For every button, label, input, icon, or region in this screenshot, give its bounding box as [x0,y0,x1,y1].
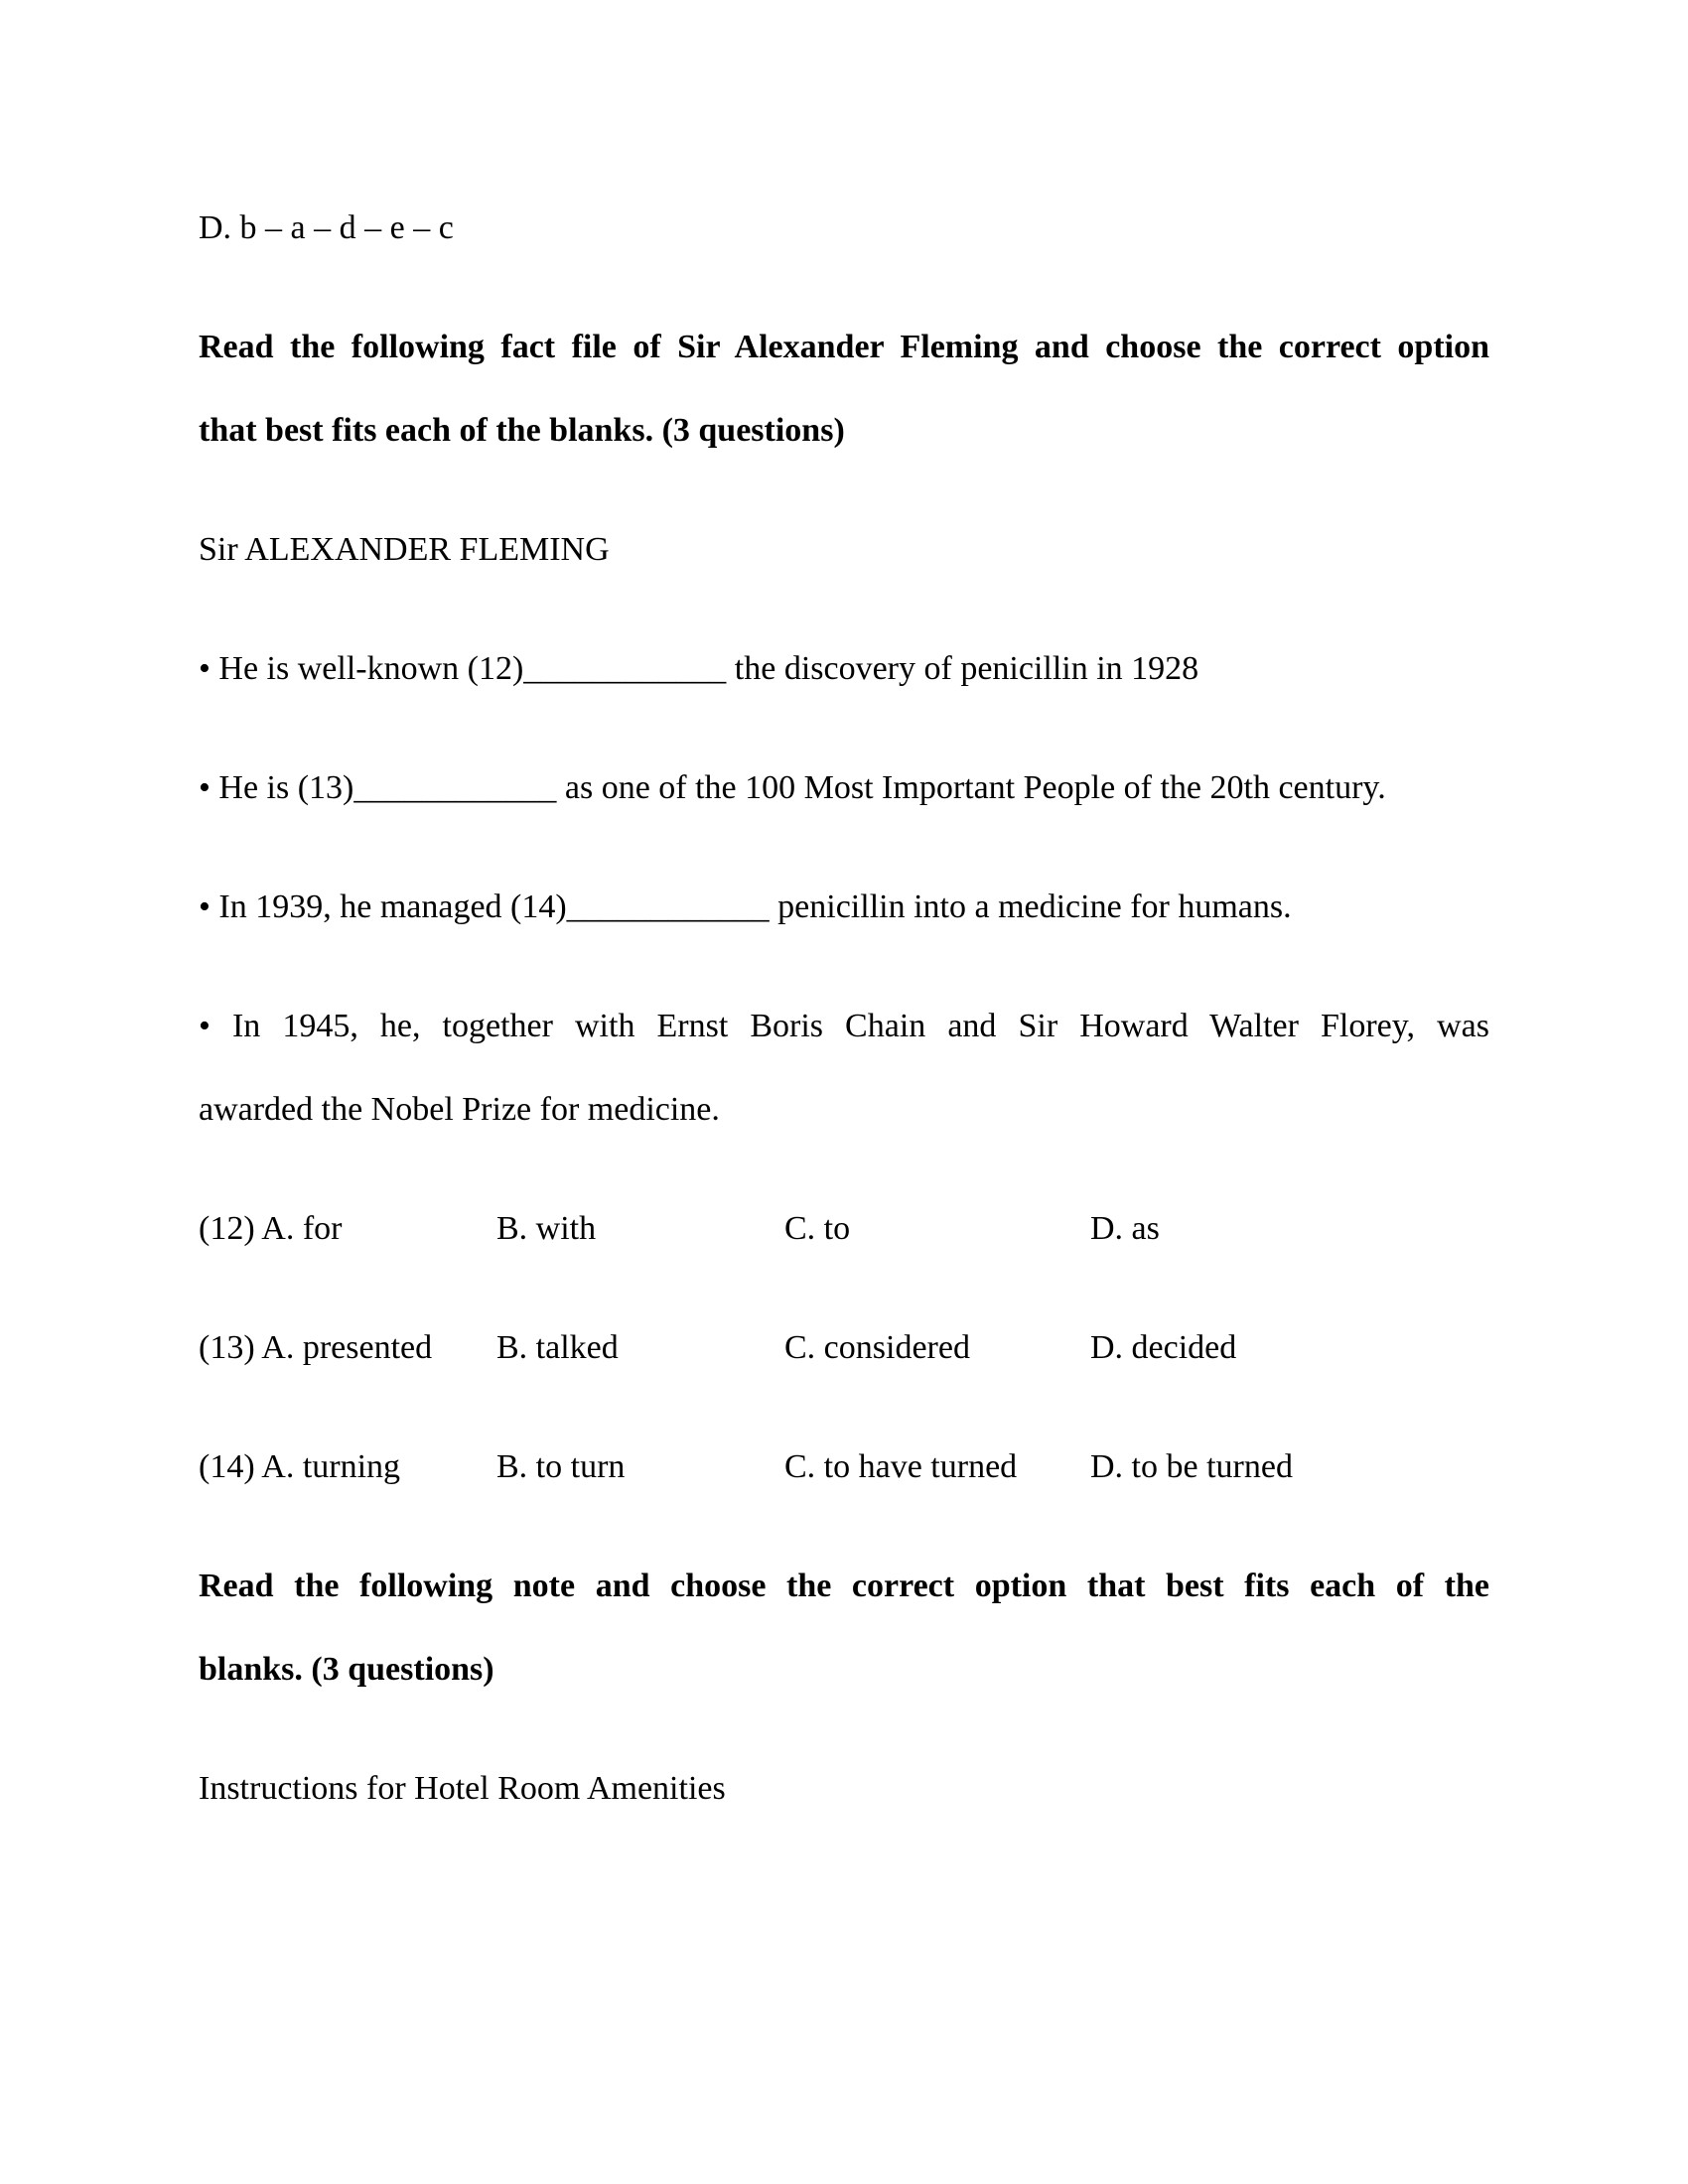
question-12-options-row [199,1187,1489,1271]
question-13-number: (13) [199,1329,255,1366]
fleming-title-paragraph [199,508,1489,592]
question-13-options-row [199,1306,1489,1390]
fleming-title-text: Sir ALEXANDER FLEMING [199,531,610,568]
question-12-option-b: B. with [496,1210,597,1247]
fact-bullet-4 [199,985,1489,1152]
question-13-option-b: B. talked [496,1329,619,1366]
answer-option-d-text: D. b – a – d – e – c [199,209,454,246]
question-13-option-d: D. decided [1090,1329,1237,1366]
question-12-number: (12) [199,1210,255,1247]
fact-bullet-3 [199,866,1489,949]
question-12-option-c: C. to [784,1210,851,1247]
question-14-option-d: D. to be turned [1090,1448,1293,1485]
note-heading-line1: Read the following note and choose the correct option that best fits each of the [199,1568,1489,1604]
question-13-option-a-text: A. presented [261,1329,433,1366]
question-14-number: (14) [199,1448,255,1485]
question-12-option-a-text: A. for [261,1210,343,1247]
question-12-option-d: D. as [1090,1210,1160,1247]
question-14-options-row [199,1426,1489,1509]
note-section-heading [199,1545,1489,1711]
fact-bullet-1 [199,627,1489,711]
fact-bullet-3-text: • In 1939, he managed (14)____________ penicillin into a medicine for humans. [199,888,1292,925]
fleming-heading-line2: that best fits each of the blanks. (3 questions) [199,412,845,449]
question-14-option-a [199,1426,496,1509]
fact-bullet-1-text: • He is well-known (12)____________ the discovery of penicillin in 1928 [199,650,1199,687]
note-title-paragraph [199,1747,1489,1831]
fact-bullet-2 [199,747,1489,830]
fleming-section-heading [199,306,1489,473]
question-13-option-a [199,1306,496,1390]
fact-bullet-4-line1: • In 1945, he, together with Ernst Boris Chain and Sir Howard Walter Florey, was [199,1008,1489,1044]
answer-option-line [199,187,1489,270]
fleming-heading-line1: Read the following fact file of Sir Alexander Fleming and choose the correct option [199,329,1489,365]
question-13-option-c: C. considered [784,1329,970,1366]
question-14-option-a-text: A. turning [261,1448,401,1485]
fact-bullet-4-line2: awarded the Nobel Prize for medicine. [199,1091,720,1128]
question-14-option-b: B. to turn [496,1448,626,1485]
question-14-option-c: C. to have turned [784,1448,1018,1485]
note-title-text: Instructions for Hotel Room Amenities [199,1770,726,1807]
question-12-option-a [199,1187,496,1271]
fact-bullet-2-text: • He is (13)____________ as one of the 100 Most Important People of the 20th century. [199,769,1386,806]
note-heading-line2: blanks. (3 questions) [199,1651,494,1688]
